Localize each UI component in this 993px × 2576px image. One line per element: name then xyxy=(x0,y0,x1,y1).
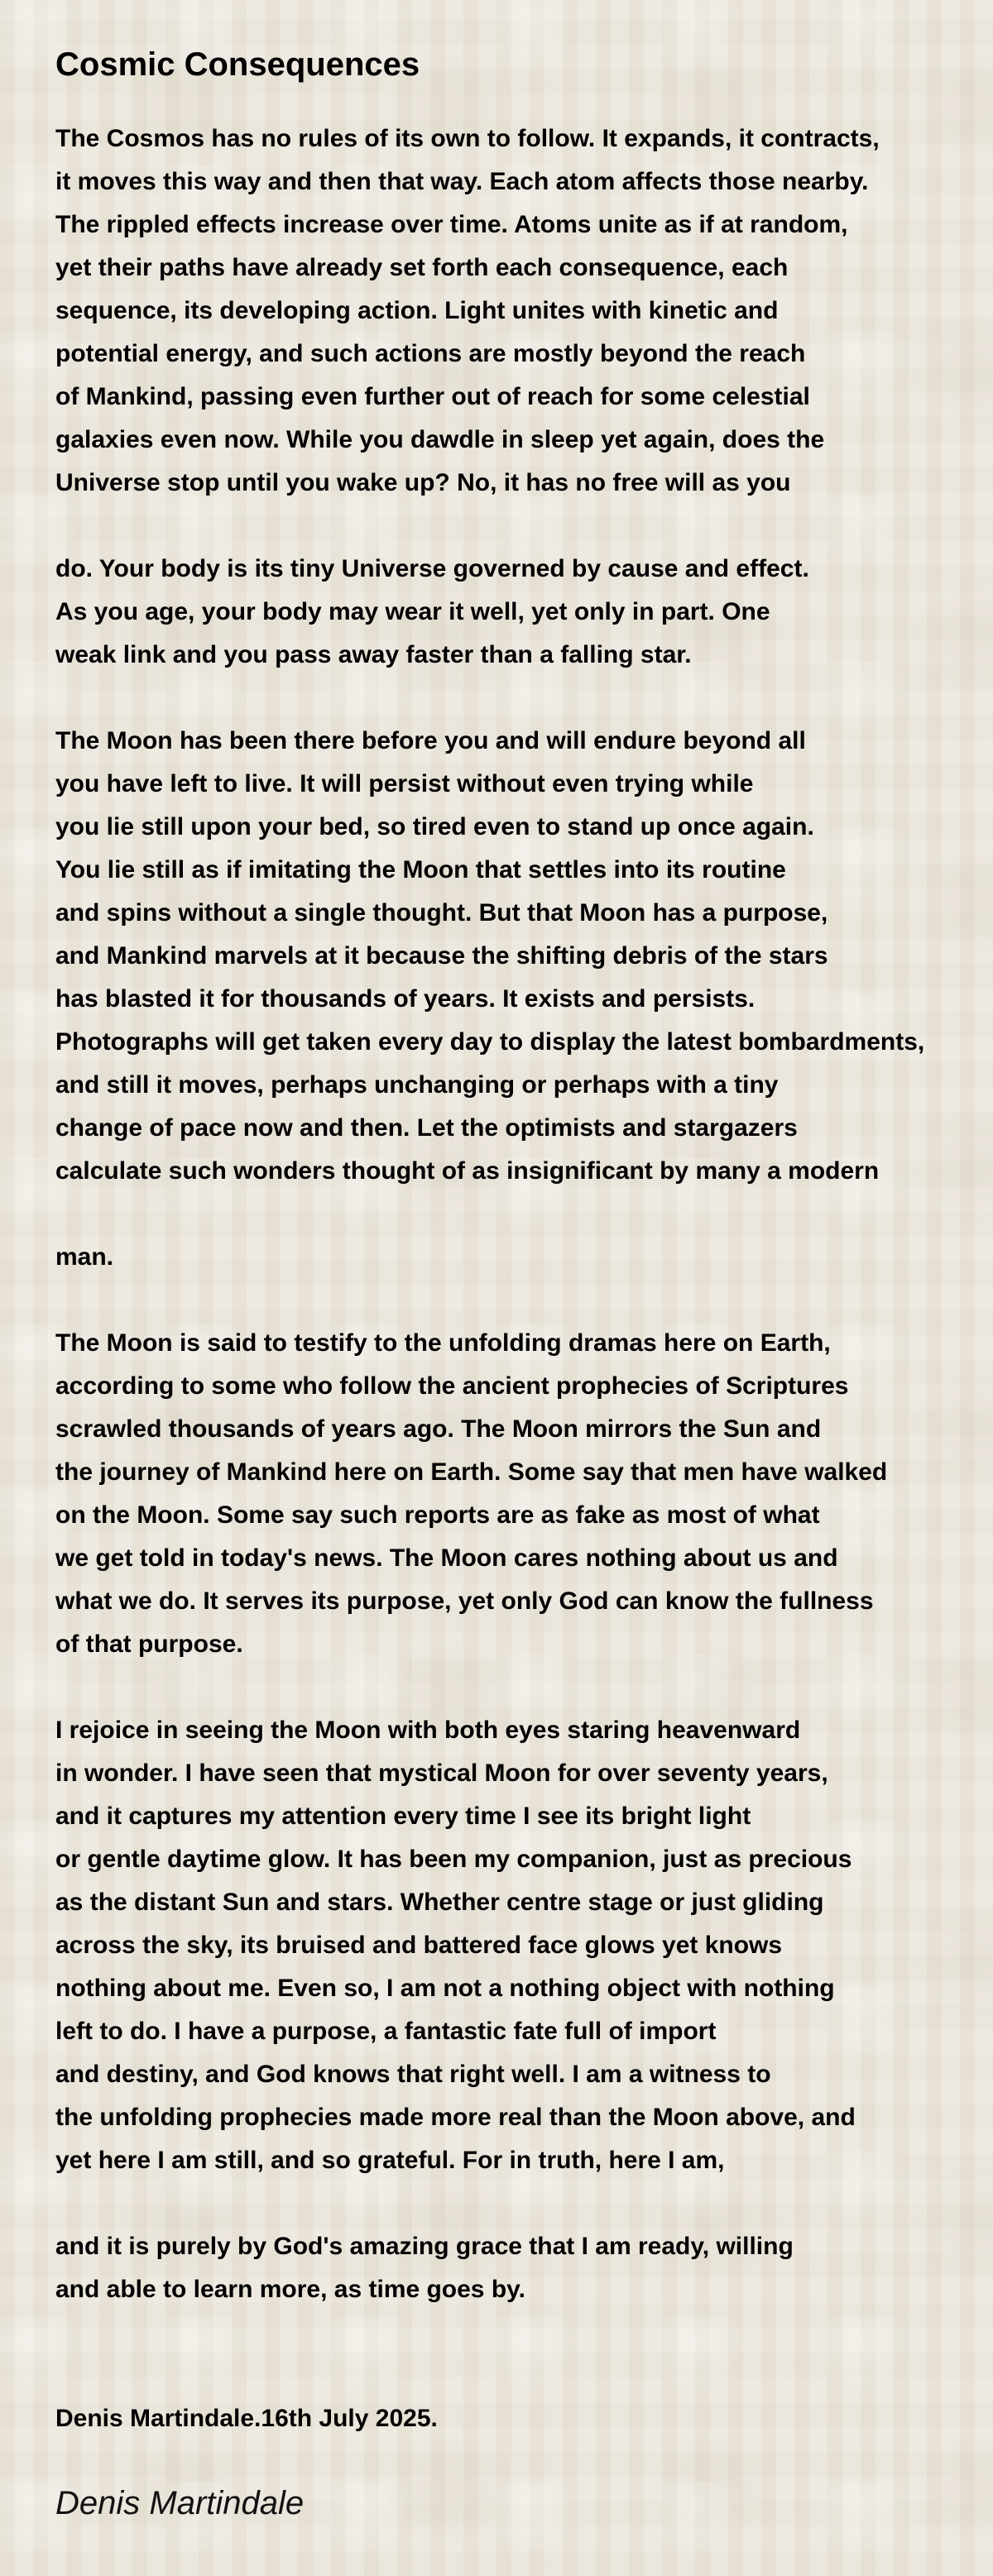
poem-line: weak link and you pass away faster than a falling star. xyxy=(55,641,692,668)
poem-line: the unfolding prophecies made more real than the Moon above, and xyxy=(55,2104,856,2131)
poem-line: what we do. It serves its purpose, yet only God can know the fullness xyxy=(55,1587,874,1615)
poem-body xyxy=(55,117,986,2311)
poem-line: and it captures my attention every time I see its bright light xyxy=(55,1803,751,1830)
poem-line: As you age, your body may wear it well, yet only in part. One xyxy=(55,598,770,625)
poem-line: I rejoice in seeing the Moon with both eyes staring heavenward xyxy=(55,1717,801,1744)
poem-line: calculate such wonders thought of as insignificant by many a modern xyxy=(55,1157,880,1185)
poem-line: you have left to live. It will persist without even trying while xyxy=(55,770,754,797)
poem-line: and it is purely by God's amazing grace that I am ready, willing xyxy=(55,2233,794,2260)
poem-line: scrawled thousands of years ago. The Moon mirrors the Sun and xyxy=(55,1415,822,1443)
poem-line: according to some who follow the ancient prophecies of Scriptures xyxy=(55,1372,849,1400)
author-signature: Denis Martindale xyxy=(55,2485,305,2521)
poem-line: yet here I am still, and so grateful. For in truth, here I am, xyxy=(55,2147,725,2174)
poem-line: of that purpose. xyxy=(55,1630,243,1658)
poem-line: and destiny, and God knows that right well. I am a witness to xyxy=(55,2061,771,2088)
poem-line: You lie still as if imitating the Moon that settles into its routine xyxy=(55,856,786,883)
poem-line: yet their paths have already set forth each consequence, each xyxy=(55,254,789,281)
poem-line: do. Your body is its tiny Universe governed by cause and effect. xyxy=(55,555,809,582)
poem-line: The Moon is said to testify to the unfolding dramas here on Earth, xyxy=(55,1329,831,1357)
poem-line: and still it moves, perhaps unchanging or perhaps with a tiny xyxy=(55,1071,779,1099)
poem-line: we get told in today's news. The Moon cares nothing about us and xyxy=(55,1544,838,1572)
poem-line: galaxies even now. While you dawdle in sleep yet again, does the xyxy=(55,426,825,453)
poem-line: and Mankind marvels at it because the shifting debris of the stars xyxy=(55,942,828,970)
poem-line: change of pace now and then. Let the optimists and stargazers xyxy=(55,1114,798,1142)
poem-line: The rippled effects increase over time. Atoms unite as if at random, xyxy=(55,211,848,238)
poem-line: nothing about me. Even so, I am not a nothing object with nothing xyxy=(55,1975,835,2002)
poem-line: sequence, its developing action. Light unites with kinetic and xyxy=(55,297,779,324)
poem-line: The Moon has been there before you and will endure beyond all xyxy=(55,727,806,754)
stanza xyxy=(55,1322,986,1666)
poem-line: you lie still upon your bed, so tired even to stand up once again. xyxy=(55,813,814,840)
stanza xyxy=(55,1709,986,2182)
poem-line: potential energy, and such actions are mostly beyond the reach xyxy=(55,340,806,367)
poem-line: has blasted it for thousands of years. It exists and persists. xyxy=(55,985,756,1013)
poem-title: Cosmic Consequences xyxy=(55,46,420,83)
stanza xyxy=(55,1236,986,1279)
poem-line: the journey of Mankind here on Earth. Some say that men have walked xyxy=(55,1458,888,1486)
stanza xyxy=(55,720,986,1193)
poem-line: of Mankind, passing even further out of reach for some celestial xyxy=(55,383,810,410)
poem-line: it moves this way and then that way. Each atom affects those nearby. xyxy=(55,168,869,195)
poem-line: and able to learn more, as time goes by. xyxy=(55,2276,525,2303)
poem-page xyxy=(55,41,986,2526)
poem-line: Universe stop until you wake up? No, it has no free will as you xyxy=(55,469,791,496)
poem-line: left to do. I have a purpose, a fantastic fate full of import xyxy=(55,2018,717,2045)
stanza xyxy=(55,117,986,505)
poem-line: on the Moon. Some say such reports are as fake as most of what xyxy=(55,1501,820,1529)
poem-line: as the distant Sun and stars. Whether centre stage or just gliding xyxy=(55,1889,824,1916)
poem-line: in wonder. I have seen that mystical Moon for over seventy years, xyxy=(55,1760,828,1787)
poem-line: The Cosmos has no rules of its own to follow. It expands, it contracts, xyxy=(55,125,880,152)
poem-line: and spins without a single thought. But that Moon has a purpose, xyxy=(55,899,828,926)
poem-line: or gentle daytime glow. It has been my companion, just as precious xyxy=(55,1846,852,1873)
stanza xyxy=(55,548,986,677)
stanza xyxy=(55,2225,986,2311)
poem-byline: Denis Martindale.16th July 2025. xyxy=(55,2405,438,2432)
poem-line: man. xyxy=(55,1243,114,1271)
poem-line: Photographs will get taken every day to display the latest bombardments, xyxy=(55,1028,925,1056)
poem-line: across the sky, its bruised and battered face glows yet knows xyxy=(55,1932,783,1959)
